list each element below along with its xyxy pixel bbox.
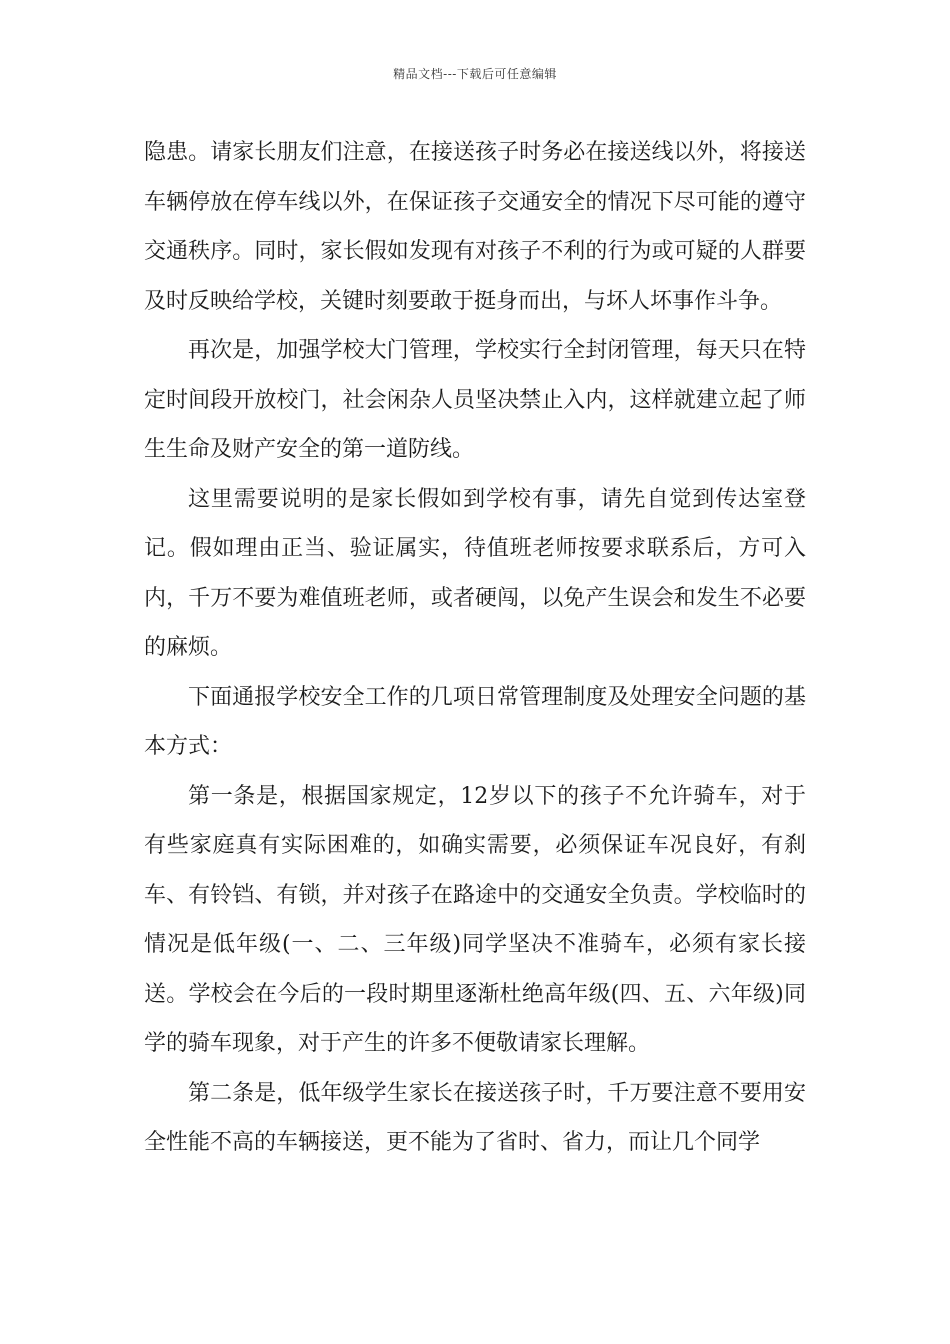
paragraph-5: 第一条是，根据国家规定，12岁以下的孩子不允许骑车，对于有些家庭真有实际困难的，如确实需要，必须保证车况良好，有刹车、有铃铛、有锁，并对孩子在路途中的交通安全负责。学校临时的情况是低年级(一、二、三年级)同学坚决不准骑车，必须有家长接送。学校会在今后的一段时期里逐渐杜绝高年级(四、五、六年级)同学的骑车现象，对于产生的许多不便敬请家长理解。: [144, 783, 806, 1056]
paragraph-2: 再次是，加强学校大门管理，学校实行全封闭管理，每天只在特定时间段开放校门，社会闲杂人员坚决禁止入内，这样就建立起了师生生命及财产安全的第一道防线。: [144, 338, 806, 462]
paragraph-6: 第二条是，低年级学生家长在接送孩子时，千万要注意不要用安全性能不高的车辆接送，更不能为了省时、省力，而让几个同学: [144, 1080, 806, 1155]
paragraph-3: 这里需要说明的是家长假如到学校有事，请先自觉到传达室登记。假如理由正当、验证属实，待值班老师按要求联系后，方可入内，千万不要为难值班老师，或者硬闯，以免产生误会和发生不必要的麻烦。: [144, 486, 806, 660]
page-header: 精品文档---下载后可任意编辑: [393, 67, 557, 81]
paragraph-1: 隐患。请家长朋友们注意，在接送孩子时务必在接送线以外，将接送车辆停放在停车线以外，在保证孩子交通安全的情况下尽可能的遵守交通秩序。同时，家长假如发现有对孩子不利的行为或可疑的人群要及时反映给学校，关键时刻要敢于挺身而出，与坏人坏事作斗争。: [144, 140, 806, 314]
paragraph-4: 下面通报学校安全工作的几项日常管理制度及处理安全问题的基本方式：: [144, 684, 806, 759]
document-body: [144, 128, 806, 1168]
